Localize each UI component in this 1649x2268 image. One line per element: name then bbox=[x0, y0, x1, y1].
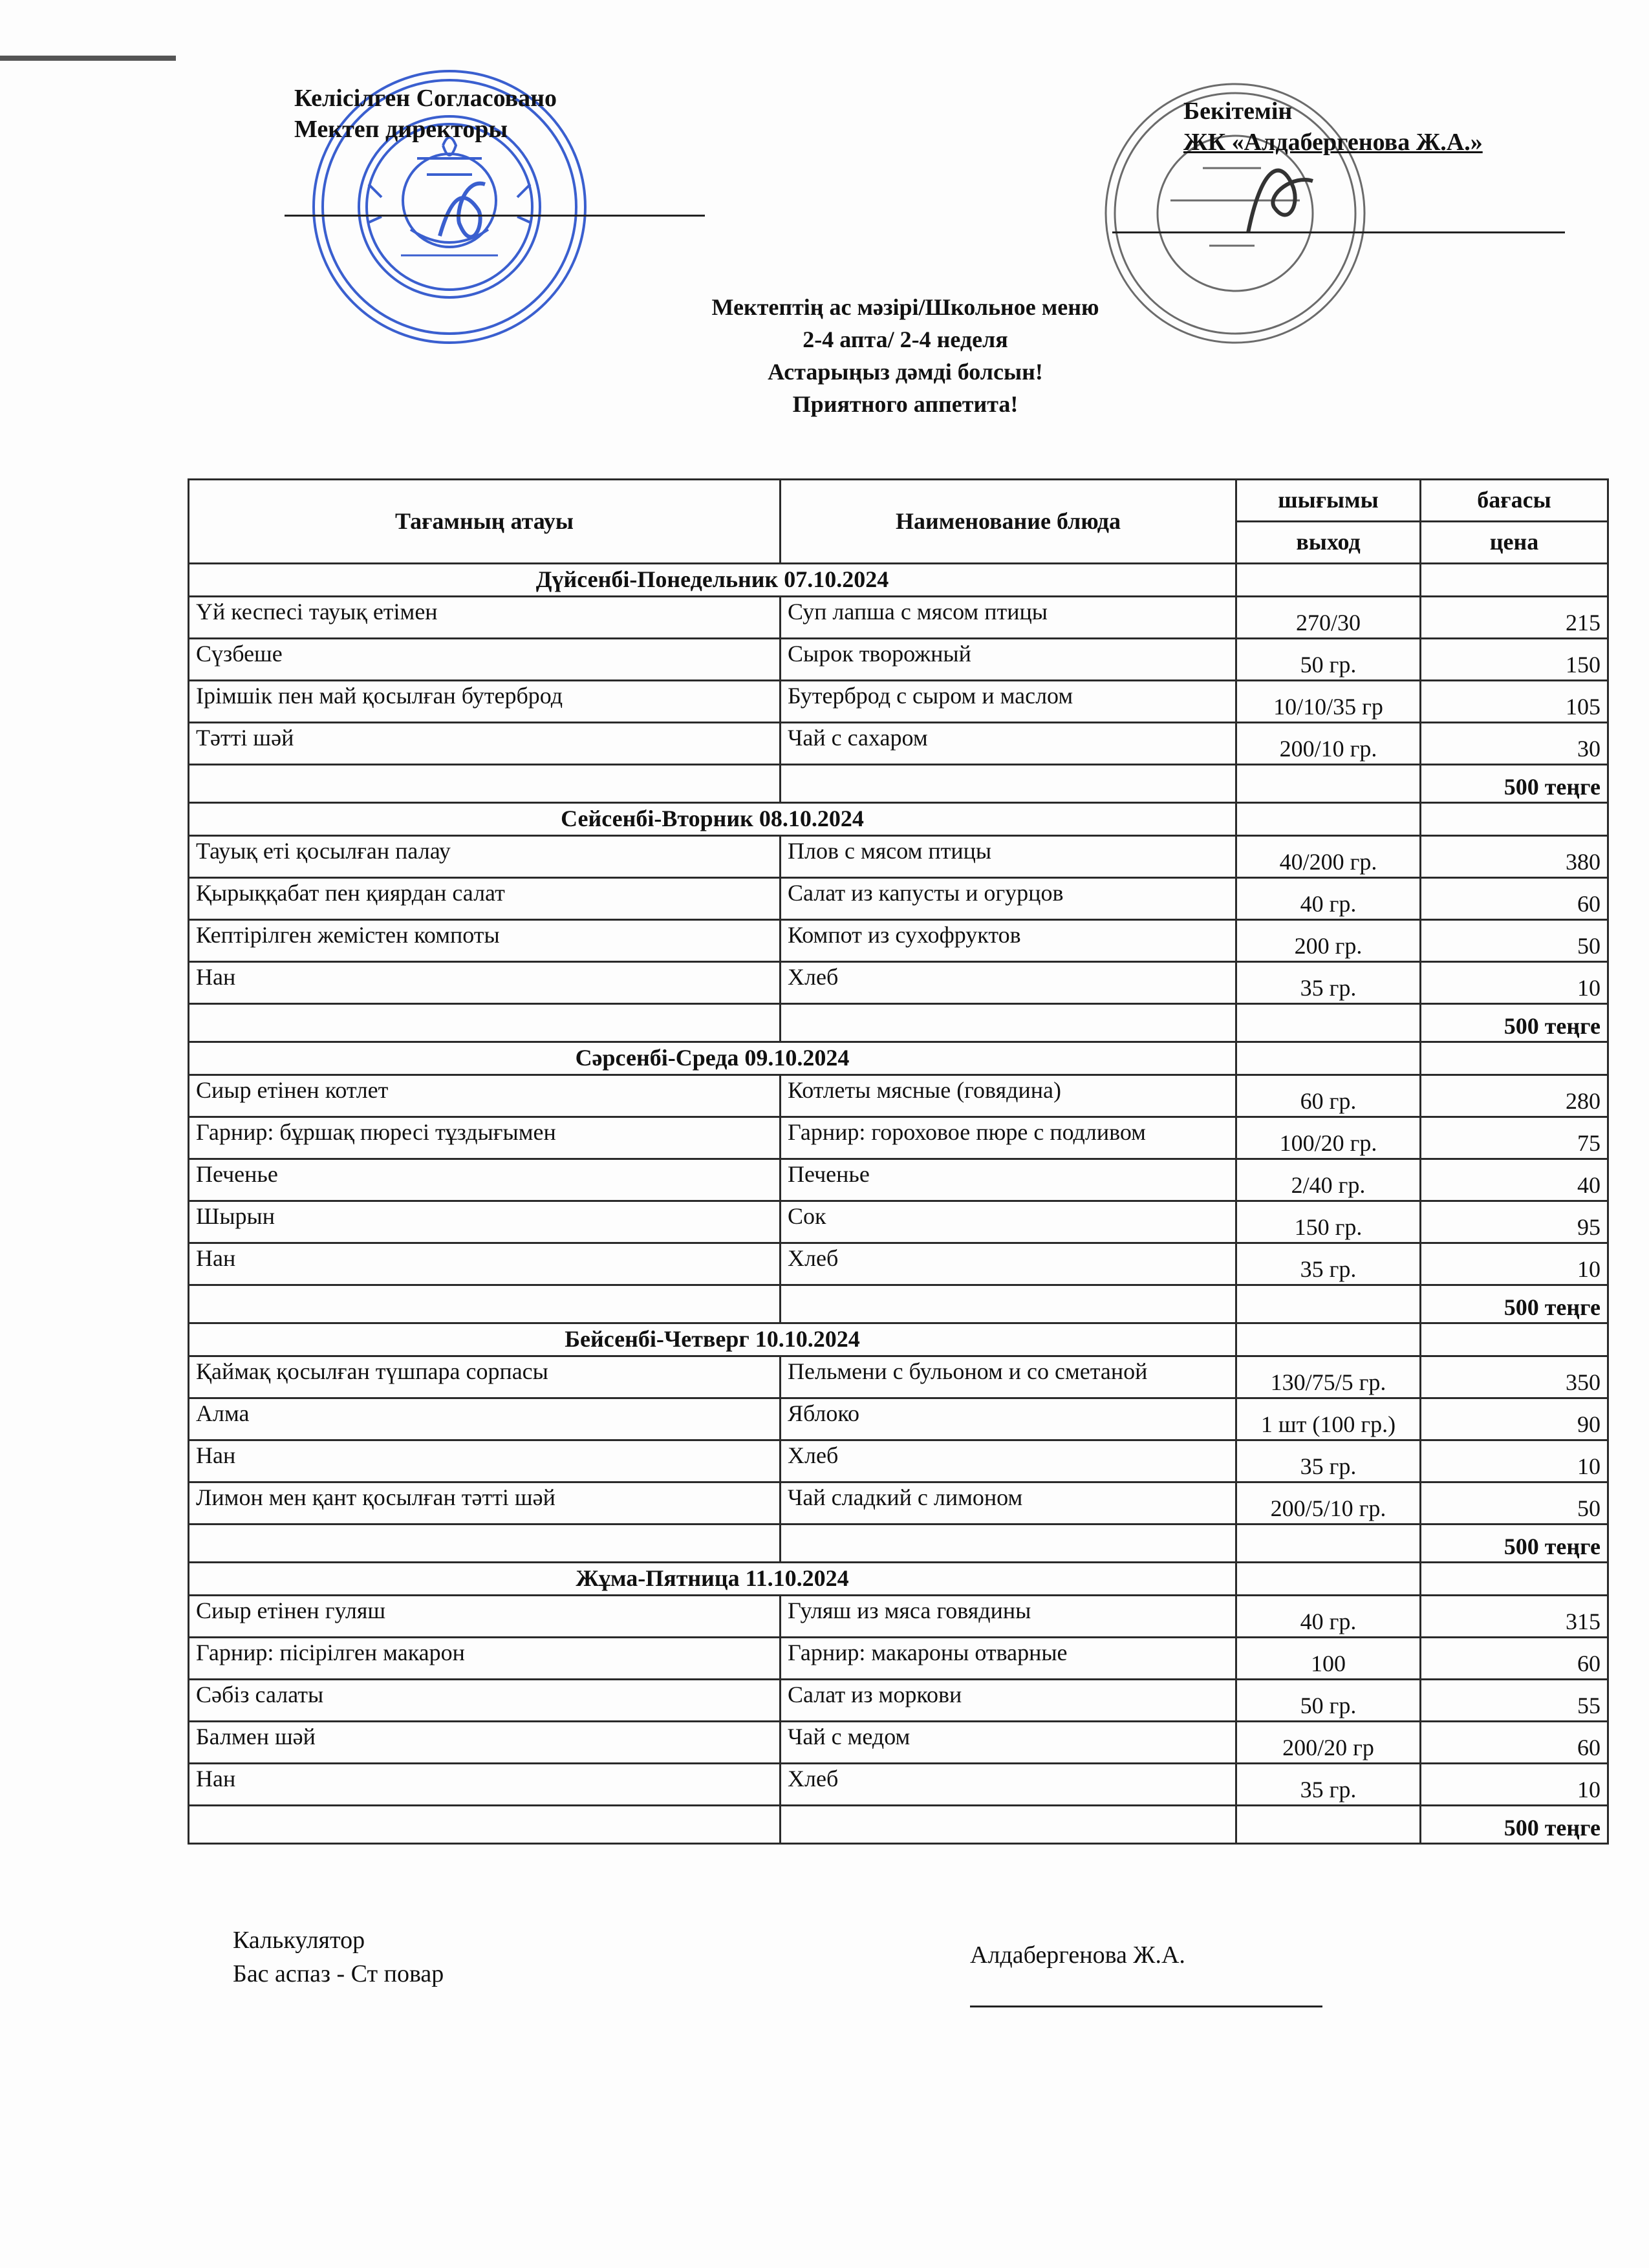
menu-item-row bbox=[189, 1482, 1608, 1524]
approval-right-line1: Бекітемін bbox=[1183, 98, 1293, 125]
dish-output: 40/200 гр. bbox=[1236, 836, 1421, 878]
dish-name-kz: Печенье bbox=[189, 1159, 781, 1201]
menu-item-row bbox=[189, 1117, 1608, 1159]
day-total: 500 теңге bbox=[1421, 1524, 1608, 1563]
empty-cell bbox=[781, 1806, 1236, 1844]
empty-cell bbox=[1236, 1524, 1421, 1563]
empty-cell bbox=[1236, 1004, 1421, 1042]
dish-price: 60 bbox=[1421, 1638, 1608, 1680]
menu-item-row bbox=[189, 723, 1608, 765]
menu-item-row bbox=[189, 639, 1608, 681]
menu-item-row bbox=[189, 1075, 1608, 1117]
dish-name-kz: Ірімшік пен май қосылған бутерброд bbox=[189, 681, 781, 723]
day-label: Сейсенбі-Вторник 08.10.2024 bbox=[189, 803, 1236, 836]
dish-name-kz: Үй кеспесі тауық етімен bbox=[189, 597, 781, 639]
dish-output: 50 гр. bbox=[1236, 639, 1421, 681]
dish-name-kz: Балмен шәй bbox=[189, 1722, 781, 1764]
footer-left-line2: Бас аспаз - Ст повар bbox=[233, 1960, 444, 1987]
dish-name-ru: Хлеб bbox=[781, 1243, 1236, 1285]
dish-output: 35 гр. bbox=[1236, 1440, 1421, 1482]
dish-output: 200/20 гр bbox=[1236, 1722, 1421, 1764]
day-total: 500 теңге bbox=[1421, 765, 1608, 803]
dish-price: 95 bbox=[1421, 1201, 1608, 1243]
empty-cell bbox=[781, 765, 1236, 803]
empty-cell bbox=[1421, 1323, 1608, 1356]
dish-name-ru: Салат из капусты и огурцов bbox=[781, 878, 1236, 920]
dish-name-kz: Сәбіз салаты bbox=[189, 1680, 781, 1722]
dish-price: 105 bbox=[1421, 681, 1608, 723]
title-line4: Приятного аппетита! bbox=[792, 391, 1018, 417]
menu-item-row bbox=[189, 1680, 1608, 1722]
day-total: 500 теңге bbox=[1421, 1285, 1608, 1323]
dish-name-ru: Хлеб bbox=[781, 1764, 1236, 1806]
empty-cell bbox=[1236, 765, 1421, 803]
menu-item-row bbox=[189, 1243, 1608, 1285]
dish-price: 150 bbox=[1421, 639, 1608, 681]
dish-price: 30 bbox=[1421, 723, 1608, 765]
title-line2: 2-4 апта/ 2-4 неделя bbox=[803, 326, 1008, 352]
day-total-row bbox=[189, 1285, 1608, 1323]
dish-name-kz: Алма bbox=[189, 1398, 781, 1440]
dish-name-kz: Нан bbox=[189, 962, 781, 1004]
day-header-row bbox=[189, 1042, 1608, 1075]
empty-cell bbox=[189, 1806, 781, 1844]
dish-price: 280 bbox=[1421, 1075, 1608, 1117]
empty-cell bbox=[1421, 564, 1608, 597]
dish-output: 200/5/10 гр. bbox=[1236, 1482, 1421, 1524]
day-total-row bbox=[189, 1806, 1608, 1844]
dish-name-ru: Гуляш из мяса говядины bbox=[781, 1596, 1236, 1638]
dish-output: 40 гр. bbox=[1236, 878, 1421, 920]
day-header-row bbox=[189, 803, 1608, 836]
day-header-row bbox=[189, 1563, 1608, 1596]
empty-cell bbox=[1236, 1323, 1421, 1356]
empty-cell bbox=[189, 765, 781, 803]
dish-name-ru: Суп лапша с мясом птицы bbox=[781, 597, 1236, 639]
menu-item-row bbox=[189, 1201, 1608, 1243]
approval-left bbox=[294, 83, 557, 145]
menu-item-row bbox=[189, 1764, 1608, 1806]
dish-name-ru: Хлеб bbox=[781, 962, 1236, 1004]
empty-cell bbox=[1236, 1563, 1421, 1596]
menu-item-row bbox=[189, 597, 1608, 639]
dish-name-kz: Қырыққабат пен қиярдан салат bbox=[189, 878, 781, 920]
footer-left bbox=[233, 1923, 444, 1991]
dish-price: 50 bbox=[1421, 920, 1608, 962]
empty-cell bbox=[189, 1524, 781, 1563]
dish-name-kz: Тәтті шәй bbox=[189, 723, 781, 765]
menu-table bbox=[188, 478, 1609, 1845]
dish-price: 90 bbox=[1421, 1398, 1608, 1440]
dish-price: 10 bbox=[1421, 1764, 1608, 1806]
day-label: Бейсенбі-Четверг 10.10.2024 bbox=[189, 1323, 1236, 1356]
dish-output: 35 гр. bbox=[1236, 1764, 1421, 1806]
day-label: Жұма-Пятница 11.10.2024 bbox=[189, 1563, 1236, 1596]
dish-name-ru: Хлеб bbox=[781, 1440, 1236, 1482]
menu-item-row bbox=[189, 1638, 1608, 1680]
menu-item-row bbox=[189, 836, 1608, 878]
approval-right-line2: ЖК «Алдабергенова Ж.А.» bbox=[1183, 129, 1483, 156]
dish-output: 100 bbox=[1236, 1638, 1421, 1680]
dish-name-kz: Гарнир: бұршақ пюресі тұздығымен bbox=[189, 1117, 781, 1159]
header-ru-name: Наименование блюда bbox=[781, 480, 1236, 564]
dish-name-kz: Лимон мен қант қосылған тәтті шәй bbox=[189, 1482, 781, 1524]
dish-name-ru: Салат из моркови bbox=[781, 1680, 1236, 1722]
day-header-row bbox=[189, 1323, 1608, 1356]
empty-cell bbox=[189, 1004, 781, 1042]
header-price-kz: бағасы bbox=[1421, 480, 1608, 522]
dish-output: 270/30 bbox=[1236, 597, 1421, 639]
dish-output: 1 шт (100 гр.) bbox=[1236, 1398, 1421, 1440]
dish-name-kz: Нан bbox=[189, 1764, 781, 1806]
dish-name-kz: Нан bbox=[189, 1440, 781, 1482]
dish-price: 50 bbox=[1421, 1482, 1608, 1524]
dish-output: 2/40 гр. bbox=[1236, 1159, 1421, 1201]
dish-price: 10 bbox=[1421, 1243, 1608, 1285]
header-out-ru: выход bbox=[1236, 522, 1421, 564]
empty-cell bbox=[1236, 1285, 1421, 1323]
dish-output: 40 гр. bbox=[1236, 1596, 1421, 1638]
dish-output: 35 гр. bbox=[1236, 1243, 1421, 1285]
dish-output: 100/20 гр. bbox=[1236, 1117, 1421, 1159]
dish-name-ru: Сырок творожный bbox=[781, 639, 1236, 681]
dish-name-ru: Гарнир: гороховое пюре с подливом bbox=[781, 1117, 1236, 1159]
day-header-row bbox=[189, 564, 1608, 597]
empty-cell bbox=[1421, 1042, 1608, 1075]
approval-left-line2: Мектеп директоры bbox=[294, 116, 508, 143]
day-label: Дүйсенбі-Понедельник 07.10.2024 bbox=[189, 564, 1236, 597]
dish-name-kz: Сүзбеше bbox=[189, 639, 781, 681]
menu-item-row bbox=[189, 962, 1608, 1004]
empty-cell bbox=[189, 1285, 781, 1323]
dish-name-kz: Нан bbox=[189, 1243, 781, 1285]
day-label: Сәрсенбі-Среда 09.10.2024 bbox=[189, 1042, 1236, 1075]
empty-cell bbox=[1421, 803, 1608, 836]
dish-name-ru: Чай с сахаром bbox=[781, 723, 1236, 765]
day-total-row bbox=[189, 1524, 1608, 1563]
menu-item-row bbox=[189, 681, 1608, 723]
dish-output: 200 гр. bbox=[1236, 920, 1421, 962]
dish-price: 350 bbox=[1421, 1356, 1608, 1398]
dish-price: 380 bbox=[1421, 836, 1608, 878]
dish-name-ru: Компот из сухофруктов bbox=[781, 920, 1236, 962]
menu-item-row bbox=[189, 1440, 1608, 1482]
dish-output: 130/75/5 гр. bbox=[1236, 1356, 1421, 1398]
dish-name-ru: Бутерброд с сыром и маслом bbox=[781, 681, 1236, 723]
dish-price: 60 bbox=[1421, 1722, 1608, 1764]
dish-name-kz: Қаймақ қосылған түшпара сорпасы bbox=[189, 1356, 781, 1398]
dish-name-kz: Гарнир: пісірілген макарон bbox=[189, 1638, 781, 1680]
title-line3: Астарыңыз дәмді болсын! bbox=[768, 359, 1043, 385]
menu-item-row bbox=[189, 1356, 1608, 1398]
dish-name-ru: Плов с мясом птицы bbox=[781, 836, 1236, 878]
empty-cell bbox=[1236, 564, 1421, 597]
dish-output: 50 гр. bbox=[1236, 1680, 1421, 1722]
dish-name-kz: Шырын bbox=[189, 1201, 781, 1243]
footer-left-line1: Калькулятор bbox=[233, 1927, 365, 1954]
left-signature-line bbox=[285, 215, 705, 217]
dish-output: 10/10/35 гр bbox=[1236, 681, 1421, 723]
empty-cell bbox=[1236, 803, 1421, 836]
right-signature-line bbox=[1112, 231, 1565, 233]
dish-price: 10 bbox=[1421, 962, 1608, 1004]
menu-item-row bbox=[189, 1722, 1608, 1764]
dish-price: 40 bbox=[1421, 1159, 1608, 1201]
dish-name-ru: Сок bbox=[781, 1201, 1236, 1243]
dish-price: 75 bbox=[1421, 1117, 1608, 1159]
footer-signature-line bbox=[970, 2006, 1322, 2007]
dish-price: 60 bbox=[1421, 878, 1608, 920]
dish-output: 200/10 гр. bbox=[1236, 723, 1421, 765]
empty-cell bbox=[1421, 1563, 1608, 1596]
dish-name-ru: Чай сладкий с лимоном bbox=[781, 1482, 1236, 1524]
day-total-row bbox=[189, 1004, 1608, 1042]
dish-name-ru: Гарнир: макароны отварные bbox=[781, 1638, 1236, 1680]
title-line1: Мектептің ас мәзірі/Школьное меню bbox=[711, 294, 1099, 320]
dish-name-ru: Пельмени с бульоном и со сметаной bbox=[781, 1356, 1236, 1398]
dish-name-kz: Сиыр етінен гуляш bbox=[189, 1596, 781, 1638]
scan-edge-mark bbox=[0, 56, 176, 61]
dish-name-kz: Сиыр етінен котлет bbox=[189, 1075, 781, 1117]
menu-body bbox=[189, 564, 1608, 1844]
dish-output: 60 гр. bbox=[1236, 1075, 1421, 1117]
empty-cell bbox=[781, 1285, 1236, 1323]
empty-cell bbox=[1236, 1042, 1421, 1075]
dish-name-ru: Котлеты мясные (говядина) bbox=[781, 1075, 1236, 1117]
empty-cell bbox=[781, 1004, 1236, 1042]
dish-price: 315 bbox=[1421, 1596, 1608, 1638]
menu-title bbox=[634, 291, 1177, 420]
dish-price: 215 bbox=[1421, 597, 1608, 639]
menu-item-row bbox=[189, 1596, 1608, 1638]
menu-item-row bbox=[189, 920, 1608, 962]
dish-price: 10 bbox=[1421, 1440, 1608, 1482]
header-out-kz: шығымы bbox=[1236, 480, 1421, 522]
menu-item-row bbox=[189, 1159, 1608, 1201]
dish-name-ru: Яблоко bbox=[781, 1398, 1236, 1440]
day-total: 500 теңге bbox=[1421, 1004, 1608, 1042]
menu-item-row bbox=[189, 1398, 1608, 1440]
dish-output: 150 гр. bbox=[1236, 1201, 1421, 1243]
dish-name-ru: Чай с медом bbox=[781, 1722, 1236, 1764]
empty-cell bbox=[781, 1524, 1236, 1563]
empty-cell bbox=[1236, 1806, 1421, 1844]
day-total-row bbox=[189, 765, 1608, 803]
day-total: 500 теңге bbox=[1421, 1806, 1608, 1844]
dish-price: 55 bbox=[1421, 1680, 1608, 1722]
header-kz-name: Тағамның атауы bbox=[189, 480, 781, 564]
header-price-ru: цена bbox=[1421, 522, 1608, 564]
approval-left-line1: Келісілген Согласовано bbox=[294, 85, 557, 112]
dish-name-ru: Печенье bbox=[781, 1159, 1236, 1201]
dish-name-kz: Кептірілген жемістен компоты bbox=[189, 920, 781, 962]
footer-signer-name: Алдабергенова Ж.А. bbox=[970, 1942, 1185, 1969]
approval-right bbox=[1183, 96, 1483, 158]
menu-item-row bbox=[189, 878, 1608, 920]
dish-name-kz: Тауық еті қосылған палау bbox=[189, 836, 781, 878]
dish-output: 35 гр. bbox=[1236, 962, 1421, 1004]
